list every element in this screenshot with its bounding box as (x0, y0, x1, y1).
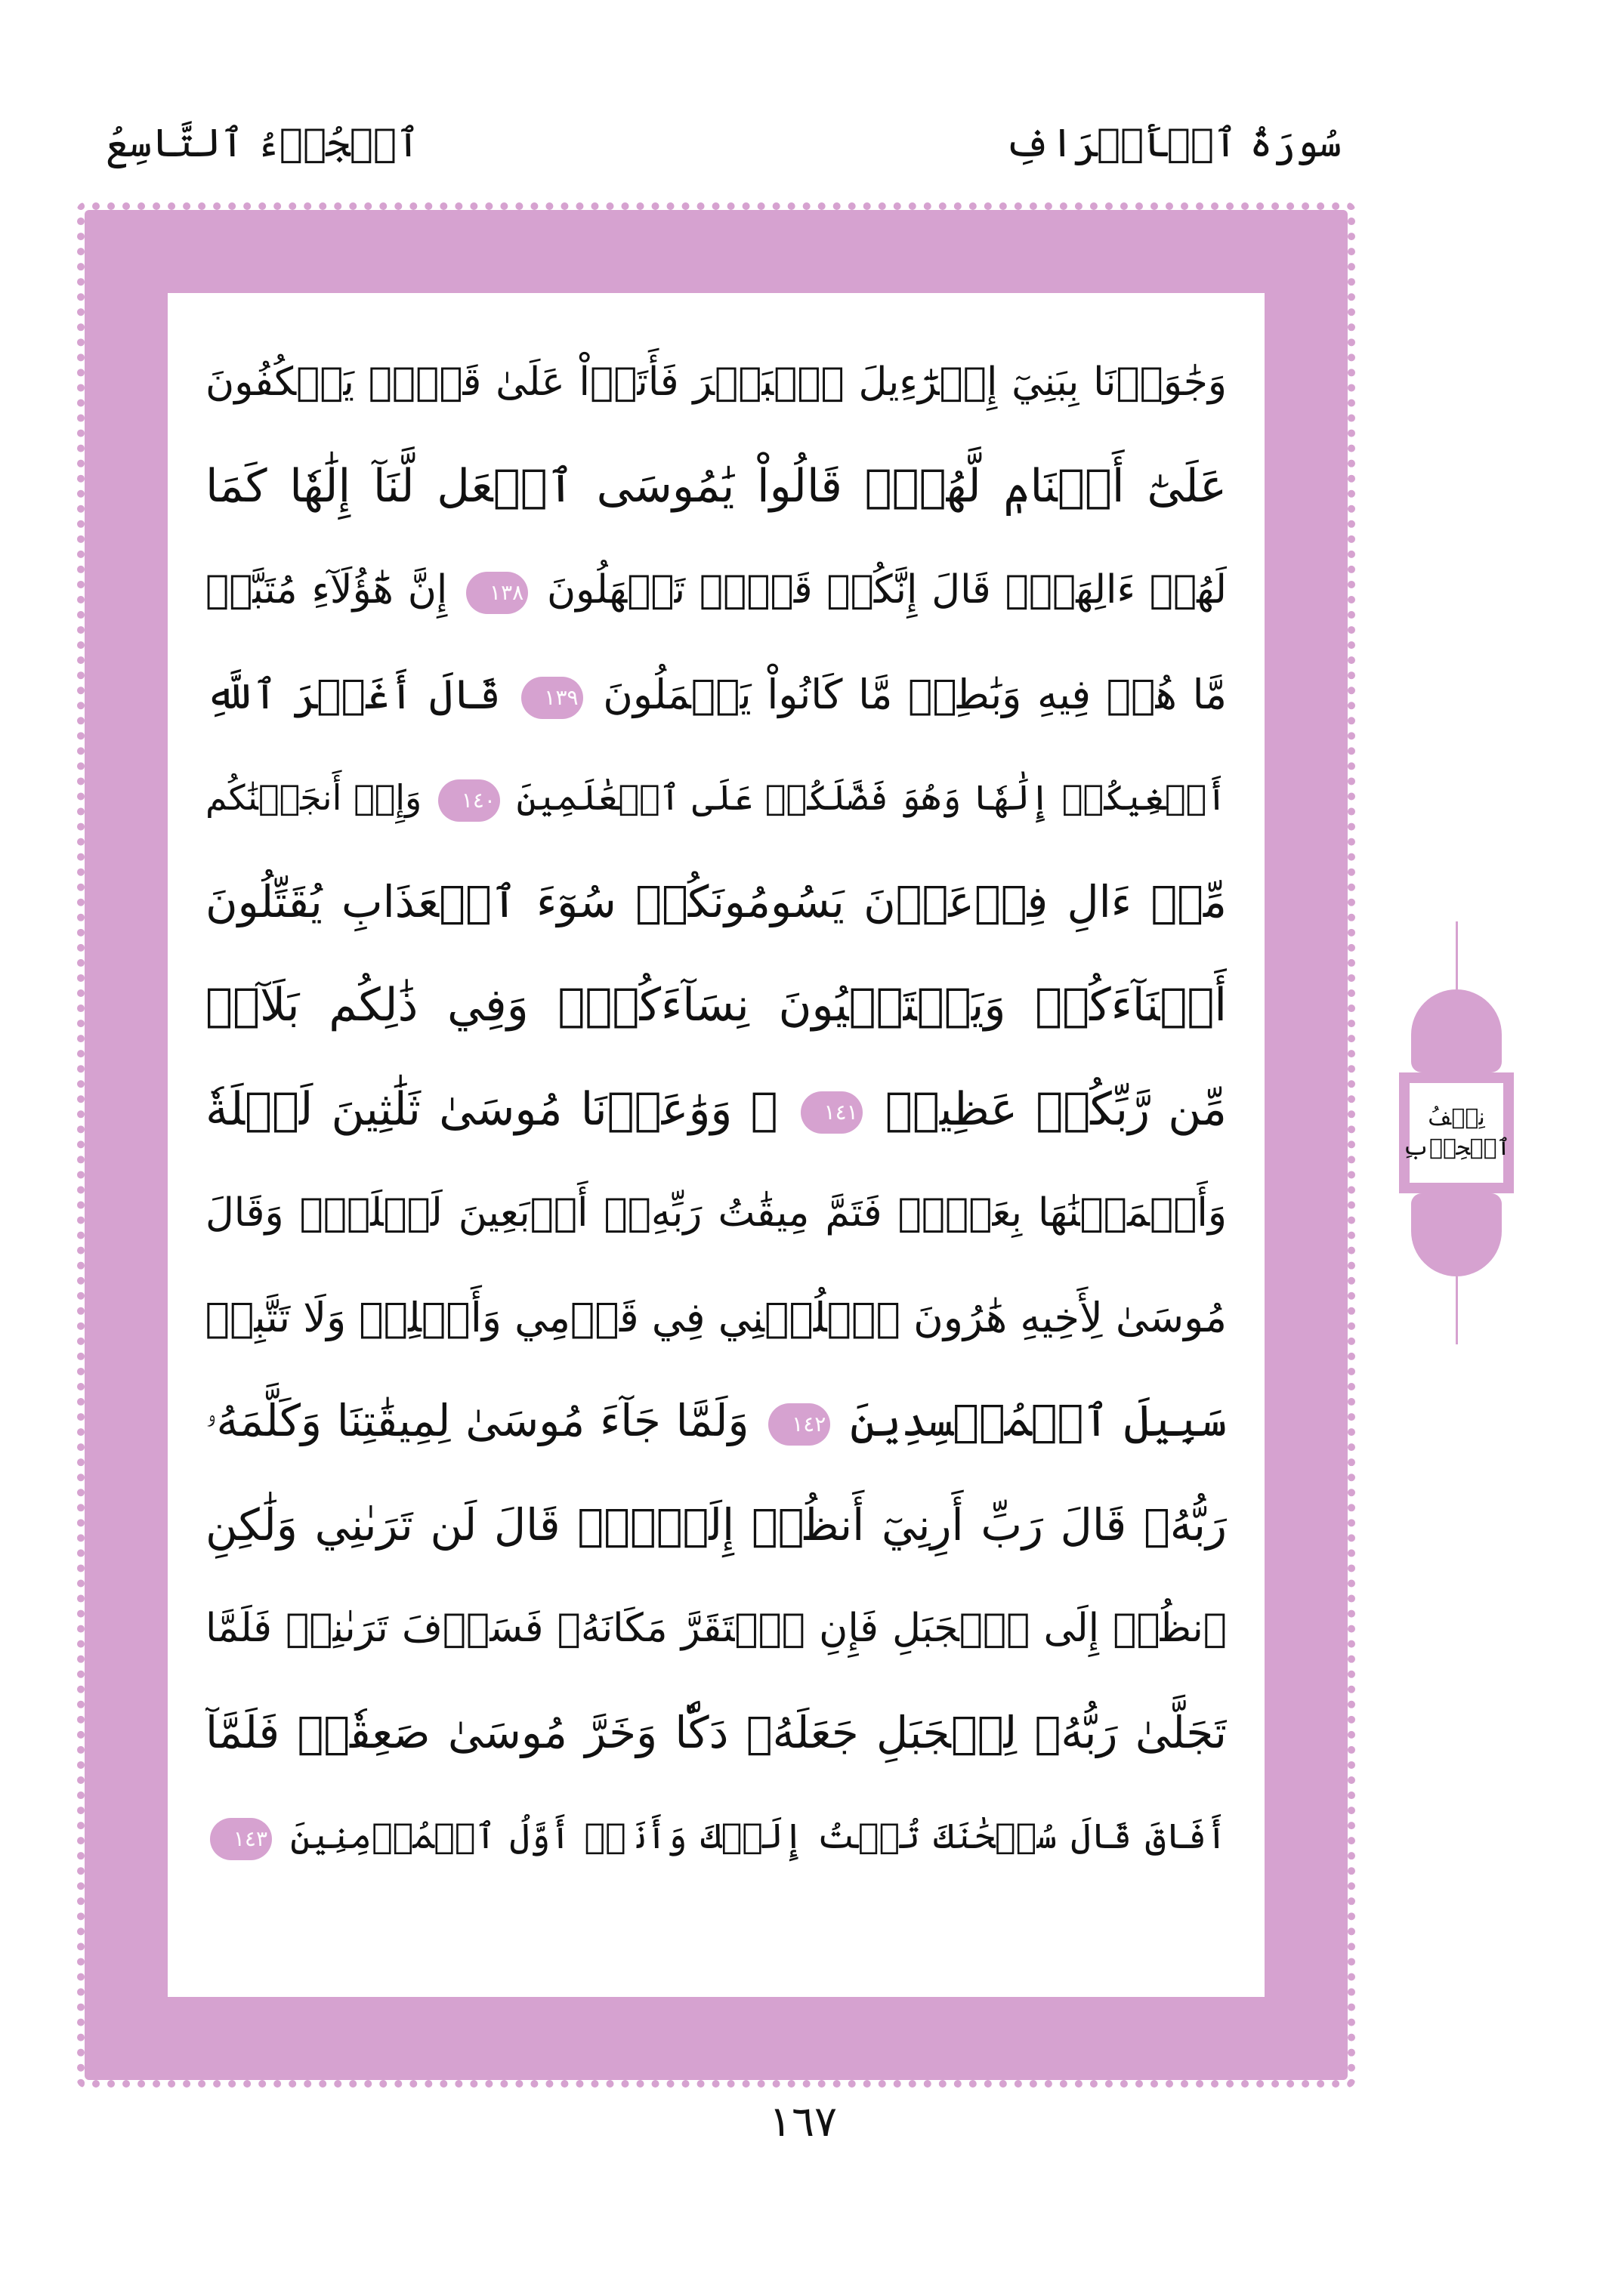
surah-title: سُورَةُ ٱلۡأَعۡرَافِ (1004, 121, 1342, 166)
verse-line (205, 850, 1227, 955)
marker-dome-bottom (1411, 1193, 1502, 1276)
ayah-number-marker: ١٣٩ (521, 677, 583, 719)
verse-text: رَبُّهُۥ قَالَ رَبِّ أَرِنِيٓ أَنظُرۡ إِلَيۡكَۚ قَالَ لَن تَرَىٰنِي وَلَٰكِنِ (205, 1498, 1227, 1551)
ayah-number-marker: ١٤٢ (768, 1403, 830, 1446)
verse-text: مِّن رَّبِّكُمۡ عَظِيمٞ (885, 1082, 1227, 1136)
verse-line (205, 643, 1227, 747)
verse-text-continued: قَالَ أَغَيۡرَ ٱللَّهِ (205, 670, 501, 718)
verse-text: مَّا هُمۡ فِيهِ وَبَٰطِلٞ مَّا كَانُواْ يَعۡمَلُونَ (603, 670, 1227, 718)
verse-text: عَلَىٰٓ أَصۡنَامٖ لَّهُمۡۚ قَالُواْ يَٰمُوسَى ٱجۡعَل لَّنَآ إِلَٰهٗا كَمَا (205, 459, 1227, 513)
quran-text-area (168, 293, 1265, 1997)
marker-dome-top (1411, 989, 1502, 1072)
verse-text: أَبۡغِيكُمۡ إِلَٰهٗا وَهُوَ فَضَّلَكُمۡ عَلَى ٱلۡعَٰلَمِينَ (516, 777, 1227, 818)
verse-line (205, 1577, 1227, 1681)
page-header (0, 113, 1606, 181)
page-number: ١٦٧ (768, 2097, 838, 2146)
verse-text: مِّنۡ ءَالِ فِرۡعَوۡنَ يَسُومُونَكُمۡ سُوٓءَ ٱلۡعَذَابِ يُقَتِّلُونَ (205, 875, 1227, 927)
ayah-number-marker: ١٣٨ (466, 572, 528, 614)
ayah-number-marker: ١٤١ (801, 1091, 863, 1134)
verse-text: تَجَلَّىٰ رَبُّهُۥ لِلۡجَبَلِ جَعَلَهُۥ دَكّٗا وَخَرَّ مُوسَىٰ صَعِقٗاۚ فَلَمَّآ (205, 1706, 1227, 1758)
verse-line (205, 331, 1227, 435)
verse-text-continued: إِنَّ هَٰٓؤُلَآءِ مُتَبَّرٞ (205, 567, 448, 613)
verse-line (205, 1474, 1227, 1578)
verse-line (205, 1058, 1227, 1162)
hizb-marker (1391, 921, 1521, 1344)
verse-text: وَأَتۡمَمۡنَٰهَا بِعَشۡرٖ فَتَمَّ مِيقَٰتُ رَبِّهِۦٓ أَرۡبَعِينَ لَيۡلَةٗۚ وَقَالَ (205, 1190, 1227, 1236)
hizb-marker-label (1402, 1083, 1511, 1183)
ayah-number-marker: ١٤٠ (438, 779, 500, 822)
verse-line (205, 539, 1227, 643)
marker-stem-bottom (1456, 1276, 1458, 1344)
verse-line (205, 1369, 1227, 1474)
verse-line (205, 954, 1227, 1058)
verse-line (205, 1162, 1227, 1266)
verse-text: مُوسَىٰ لِأَخِيهِ هَٰرُونَ ٱخۡلُفۡنِي فِي قَوۡمِي وَأَصۡلِحۡ وَلَا تَتَّبِعۡ (205, 1293, 1227, 1341)
verse-text-continued: وَلَمَّا جَآءَ مُوسَىٰ لِمِيقَٰتِنَا وَكَلَّمَهُۥ (205, 1395, 749, 1446)
verse-lines (205, 331, 1227, 1889)
verse-line (205, 1785, 1227, 1889)
verse-text-continued: ۞ وَوَٰعَدۡنَا مُوسَىٰ ثَلَٰثِينَ لَيۡلَةٗ (205, 1082, 778, 1136)
verse-line (205, 746, 1227, 850)
ayah-number-marker: ١٤٣ (210, 1818, 272, 1860)
verse-text: أَبۡنَآءَكُمۡ وَيَسۡتَحۡيُونَ نِسَآءَكُمۡۚ وَفِي ذَٰلِكُم بَلَآءٞ (205, 979, 1227, 1032)
verse-line (205, 435, 1227, 539)
verse-text: أَفَاقَ قَالَ سُبۡحَٰنَكَ تُبۡتُ إِلَيۡكَ وَأَنَا۠ أَوَّلُ ٱلۡمُؤۡمِنِينَ (290, 1816, 1227, 1856)
verse-text: ٱنظُرۡ إِلَى ٱلۡجَبَلِ فَإِنِ ٱسۡتَقَرَّ مَكَانَهُۥ فَسَوۡفَ تَرَىٰنِيۚ فَلَمَّا (205, 1606, 1227, 1651)
verse-text-continued: وَإِذۡ أَنجَيۡنَٰكُم (205, 777, 422, 818)
juz-title: ٱلۡجُزۡءُ ٱلتَّاسِعُ (106, 121, 420, 166)
verse-text: لَهُمۡ ءَالِهَةٞۚ قَالَ إِنَّكُمۡ قَوۡمٞ تَجۡهَلُونَ (546, 567, 1227, 613)
marker-stem-top (1456, 921, 1458, 989)
verse-line (205, 1266, 1227, 1370)
hizb-marker-line-2: ٱلۡحِزۡبِ (1402, 1134, 1511, 1161)
verse-line (205, 1681, 1227, 1785)
hizb-marker-line-1: نِصۡفُ (1428, 1104, 1485, 1131)
verse-text: وَجَٰوَزۡنَا بِبَنِيٓ إِسۡرَٰٓءِيلَ ٱلۡبَحۡرَ فَأَتَوۡاْ عَلَىٰ قَوۡمٖ يَعۡكُفُونَ (205, 360, 1227, 405)
verse-text: سَبِيلَ ٱلۡمُفۡسِدِينَ (850, 1395, 1227, 1446)
